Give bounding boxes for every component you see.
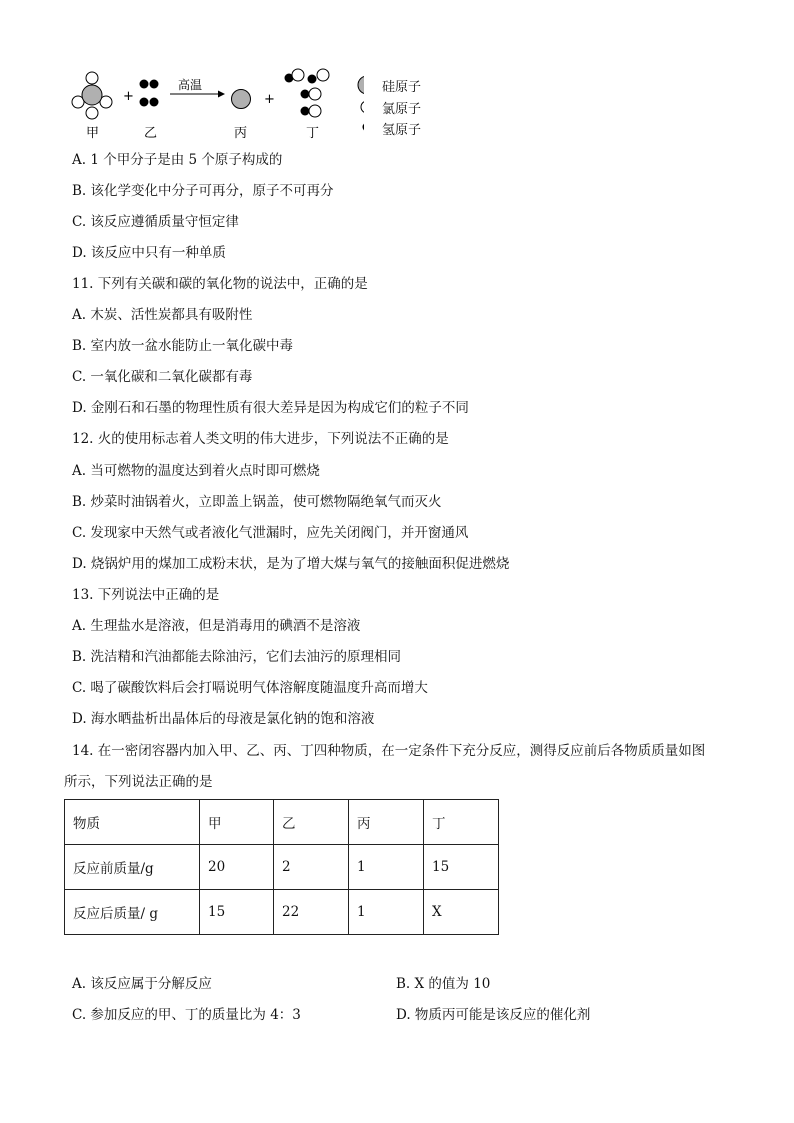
arrow-condition-label: 高温	[178, 78, 203, 92]
legend-silicon: 硅原子	[382, 80, 422, 95]
q11-stem: 11. 下列有关碳和碳的氧化物的说法中，正确的是	[72, 276, 368, 292]
table-header-cell: 甲	[200, 800, 274, 845]
table-cell: 15	[200, 890, 274, 935]
q10-option-b: B. 该化学变化中分子可再分，原子不可再分	[72, 183, 334, 199]
table-cell: X	[424, 890, 499, 935]
reaction-diagram	[64, 66, 464, 144]
q11-option-c: C. 一氧化碳和二氧化碳都有毒	[72, 369, 253, 385]
table-header-cell: 丁	[424, 800, 499, 845]
table-cell: 反应前质量/g	[65, 845, 200, 890]
q10-option-a: A. 1 个甲分子是由 5 个原子构成的	[72, 152, 283, 168]
q11-option-a: A. 木炭、活性炭都具有吸附性	[72, 307, 253, 323]
table-header-cell: 丙	[349, 800, 424, 845]
plus-sign-1: +	[123, 89, 134, 104]
table-cell: 22	[274, 890, 349, 935]
q12-option-a: A. 当可燃物的温度达到着火点时即可燃烧	[72, 463, 320, 479]
q11-option-b: B. 室内放一盆水能防止一氧化碳中毒	[72, 338, 294, 354]
q13-option-a: A. 生理盐水是溶液，但是消毒用的碘酒不是溶液	[72, 618, 361, 634]
chlorine-atom-icon	[361, 101, 364, 113]
silicon-atom-icon	[358, 76, 364, 94]
q14-stem-line2: 所示，下列说法正确的是	[64, 774, 213, 790]
q12-option-c: C. 发现家中天然气或者液化气泄漏时，应先关闭阀门，并开窗通风	[72, 525, 469, 541]
molecule-jia	[72, 72, 112, 119]
table-cell: 15	[424, 845, 499, 890]
table-cell: 20	[200, 845, 274, 890]
q14-option-c: C. 参加反应的甲、丁的质量比为 4：3	[72, 1007, 301, 1023]
legend-chlorine: 氯原子	[382, 102, 422, 117]
table-cell: 1	[349, 845, 424, 890]
q14-stem-line1: 14. 在一密闭容器内加入甲、乙、丙、丁四种物质，在一定条件下充分反应，测得反应前后各物质质量如图	[72, 743, 706, 759]
table-header-row	[65, 800, 499, 845]
label-yi: 乙	[144, 126, 158, 141]
table-header-cell: 乙	[274, 800, 349, 845]
molecule-yi	[140, 80, 159, 107]
q12-stem: 12. 火的使用标志着人类文明的伟大进步，下列说法不正确的是	[72, 431, 449, 447]
mass-table	[64, 799, 499, 935]
q14-option-a: A. 该反应属于分解反应	[72, 976, 212, 992]
table-row	[65, 845, 499, 890]
molecule-bing	[232, 90, 251, 109]
label-bing: 丙	[234, 126, 248, 141]
label-jia: 甲	[86, 126, 100, 141]
plus-sign-2: +	[264, 92, 275, 107]
table-header-cell: 物质	[65, 800, 200, 845]
table-cell: 反应后质量/ g	[65, 890, 200, 935]
table-row	[65, 890, 499, 935]
hydrogen-atom-icon	[363, 123, 365, 132]
q10-option-c: C. 该反应遵循质量守恒定律	[72, 214, 239, 230]
q12-option-b: B. 炒菜时油锅着火，立即盖上锅盖，使可燃物隔绝氧气而灭火	[72, 494, 442, 510]
molecule-ding	[285, 69, 330, 117]
q13-stem: 13. 下列说法中正确的是	[72, 587, 220, 603]
table-cell: 2	[274, 845, 349, 890]
q10-option-d: D. 该反应中只有一种单质	[72, 245, 226, 261]
q11-option-d: D. 金刚石和石墨的物理性质有很大差异是因为构成它们的粒子不同	[72, 400, 469, 416]
table-cell: 1	[349, 890, 424, 935]
q12-option-d: D. 烧锅炉用的煤加工成粉末状，是为了增大煤与氧气的接触面积促进燃烧	[72, 556, 510, 572]
legend-hydrogen: 氢原子	[382, 123, 422, 138]
q13-option-b: B. 洗洁精和汽油都能去除油污，它们去油污的原理相同	[72, 649, 402, 665]
label-ding: 丁	[306, 126, 320, 141]
q14-option-d: D. 物质丙可能是该反应的催化剂	[396, 1007, 591, 1023]
molecule-diagram-svg	[64, 66, 364, 144]
q14-option-b: B. X 的值为 10	[396, 976, 491, 992]
q13-option-d: D. 海水晒盐析出晶体后的母液是氯化钠的饱和溶液	[72, 711, 375, 727]
q13-option-c: C. 喝了碳酸饮料后会打嗝说明气体溶解度随温度升高而增大	[72, 680, 428, 696]
